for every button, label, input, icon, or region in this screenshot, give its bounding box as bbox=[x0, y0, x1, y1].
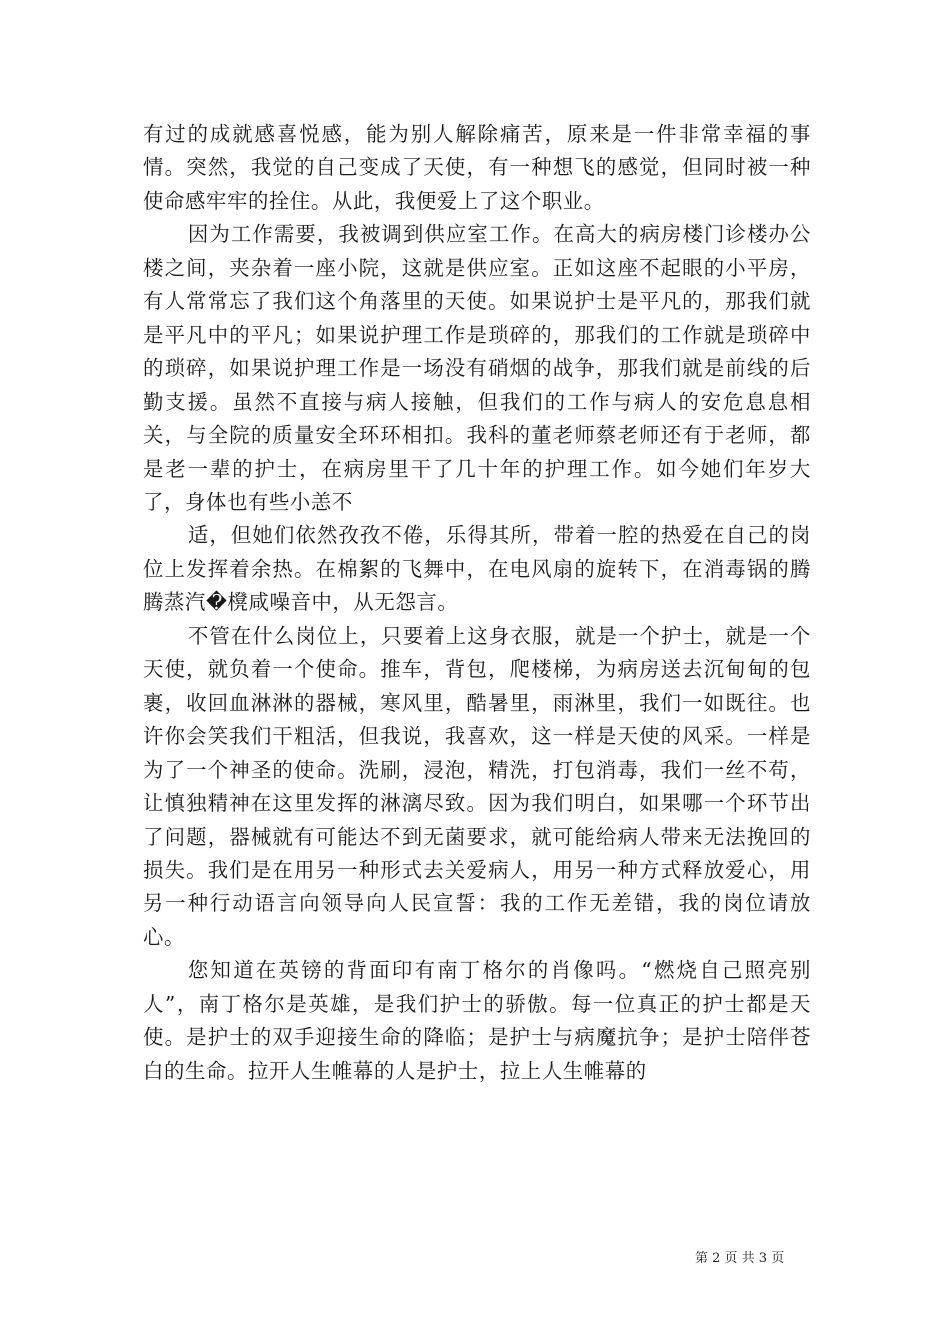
paragraph-5: 您知道在英镑的背面印有南丁格尔的肖像吗。“燃烧自己照亮别人”，南丁格尔是英雄，是我们护士的骄傲。每一位真正的护士都是天使。是护士的双手迎接生命的降临；是护士与病魔抗争；是护士陪伴苍白的生命。拉开人生帷幕的人是护士，拉上人生帷幕的 bbox=[143, 958, 811, 1083]
paragraph-2: 因为工作需要，我被调到供应室工作。在高大的病房楼门诊楼办公楼之间，夹杂着一座小院，这就是供应室。正如这座不起眼的小平房，有人常常忘了我们这个角落里的天使。如果说护士是平凡的，那我们就是平凡中的平凡；如果说护理工作是琐碎的，那我们的工作就是琐碎中的琐碎，如果说护理工作是一场没有硝烟的战争，那我们就是前线的后勤支援。虽然不直接与病人接触，但我们的工作与病人的安危息息相关，与全院的质量安全环环相扣。我科的董老师蔡老师还有于老师，都是老一辈的护士，在病房里干了几十年的护理工作。如今她们年岁大了，身体也有些小恙不 bbox=[143, 222, 811, 514]
page-number: 第 2 页 共 3 页 bbox=[695, 1251, 785, 1266]
paragraph-4: 不管在什么岗位上，只要着上这身衣服，就是一个护士，就是一个天使，就负着一个使命。推车，背包，爬楼梯，为病房送去沉甸甸的包裹，收回血淋淋的器械，寒风里，酷暑里，雨淋里，我们一如既往。也许你会笑我们干粗活，但我说，我喜欢，这一样是天使的风采。一样是为了一个神圣的使命。洗刷，浸泡，精洗，打包消毒，我们一丝不苟，让慎独精神在这里发挥的淋漓尽致。因为我们明白，如果哪一个环节出了问题，器械就有可能达不到无菌要求，就可能给病人带来无法挽回的损失。我们是在用另一种形式去关爱病人，用另一种方式释放爱心，用另一种行动语言向领导向人民宣誓：我的工作无差错，我的岗位请放心。 bbox=[143, 623, 811, 949]
paragraph-3: 适，但她们依然孜孜不倦，乐得其所，带着一腔的热爱在自己的岗位上发挥着余热。在棉絮的飞舞中，在电风扇的旋转下，在消毒锅的腾腾蒸汽�櫈咸噪音中，从无怨言。 bbox=[143, 523, 811, 615]
document-body bbox=[143, 118, 811, 1088]
paragraph-1: 有过的成就感喜悦感，能为别人解除痛苦，原来是一件非常幸福的事情。突然，我觉的自己变成了天使，有一种想飞的感觉，但同时被一种使命感牢牢的拴住。从此，我便爱上了这个职业。 bbox=[143, 122, 811, 213]
